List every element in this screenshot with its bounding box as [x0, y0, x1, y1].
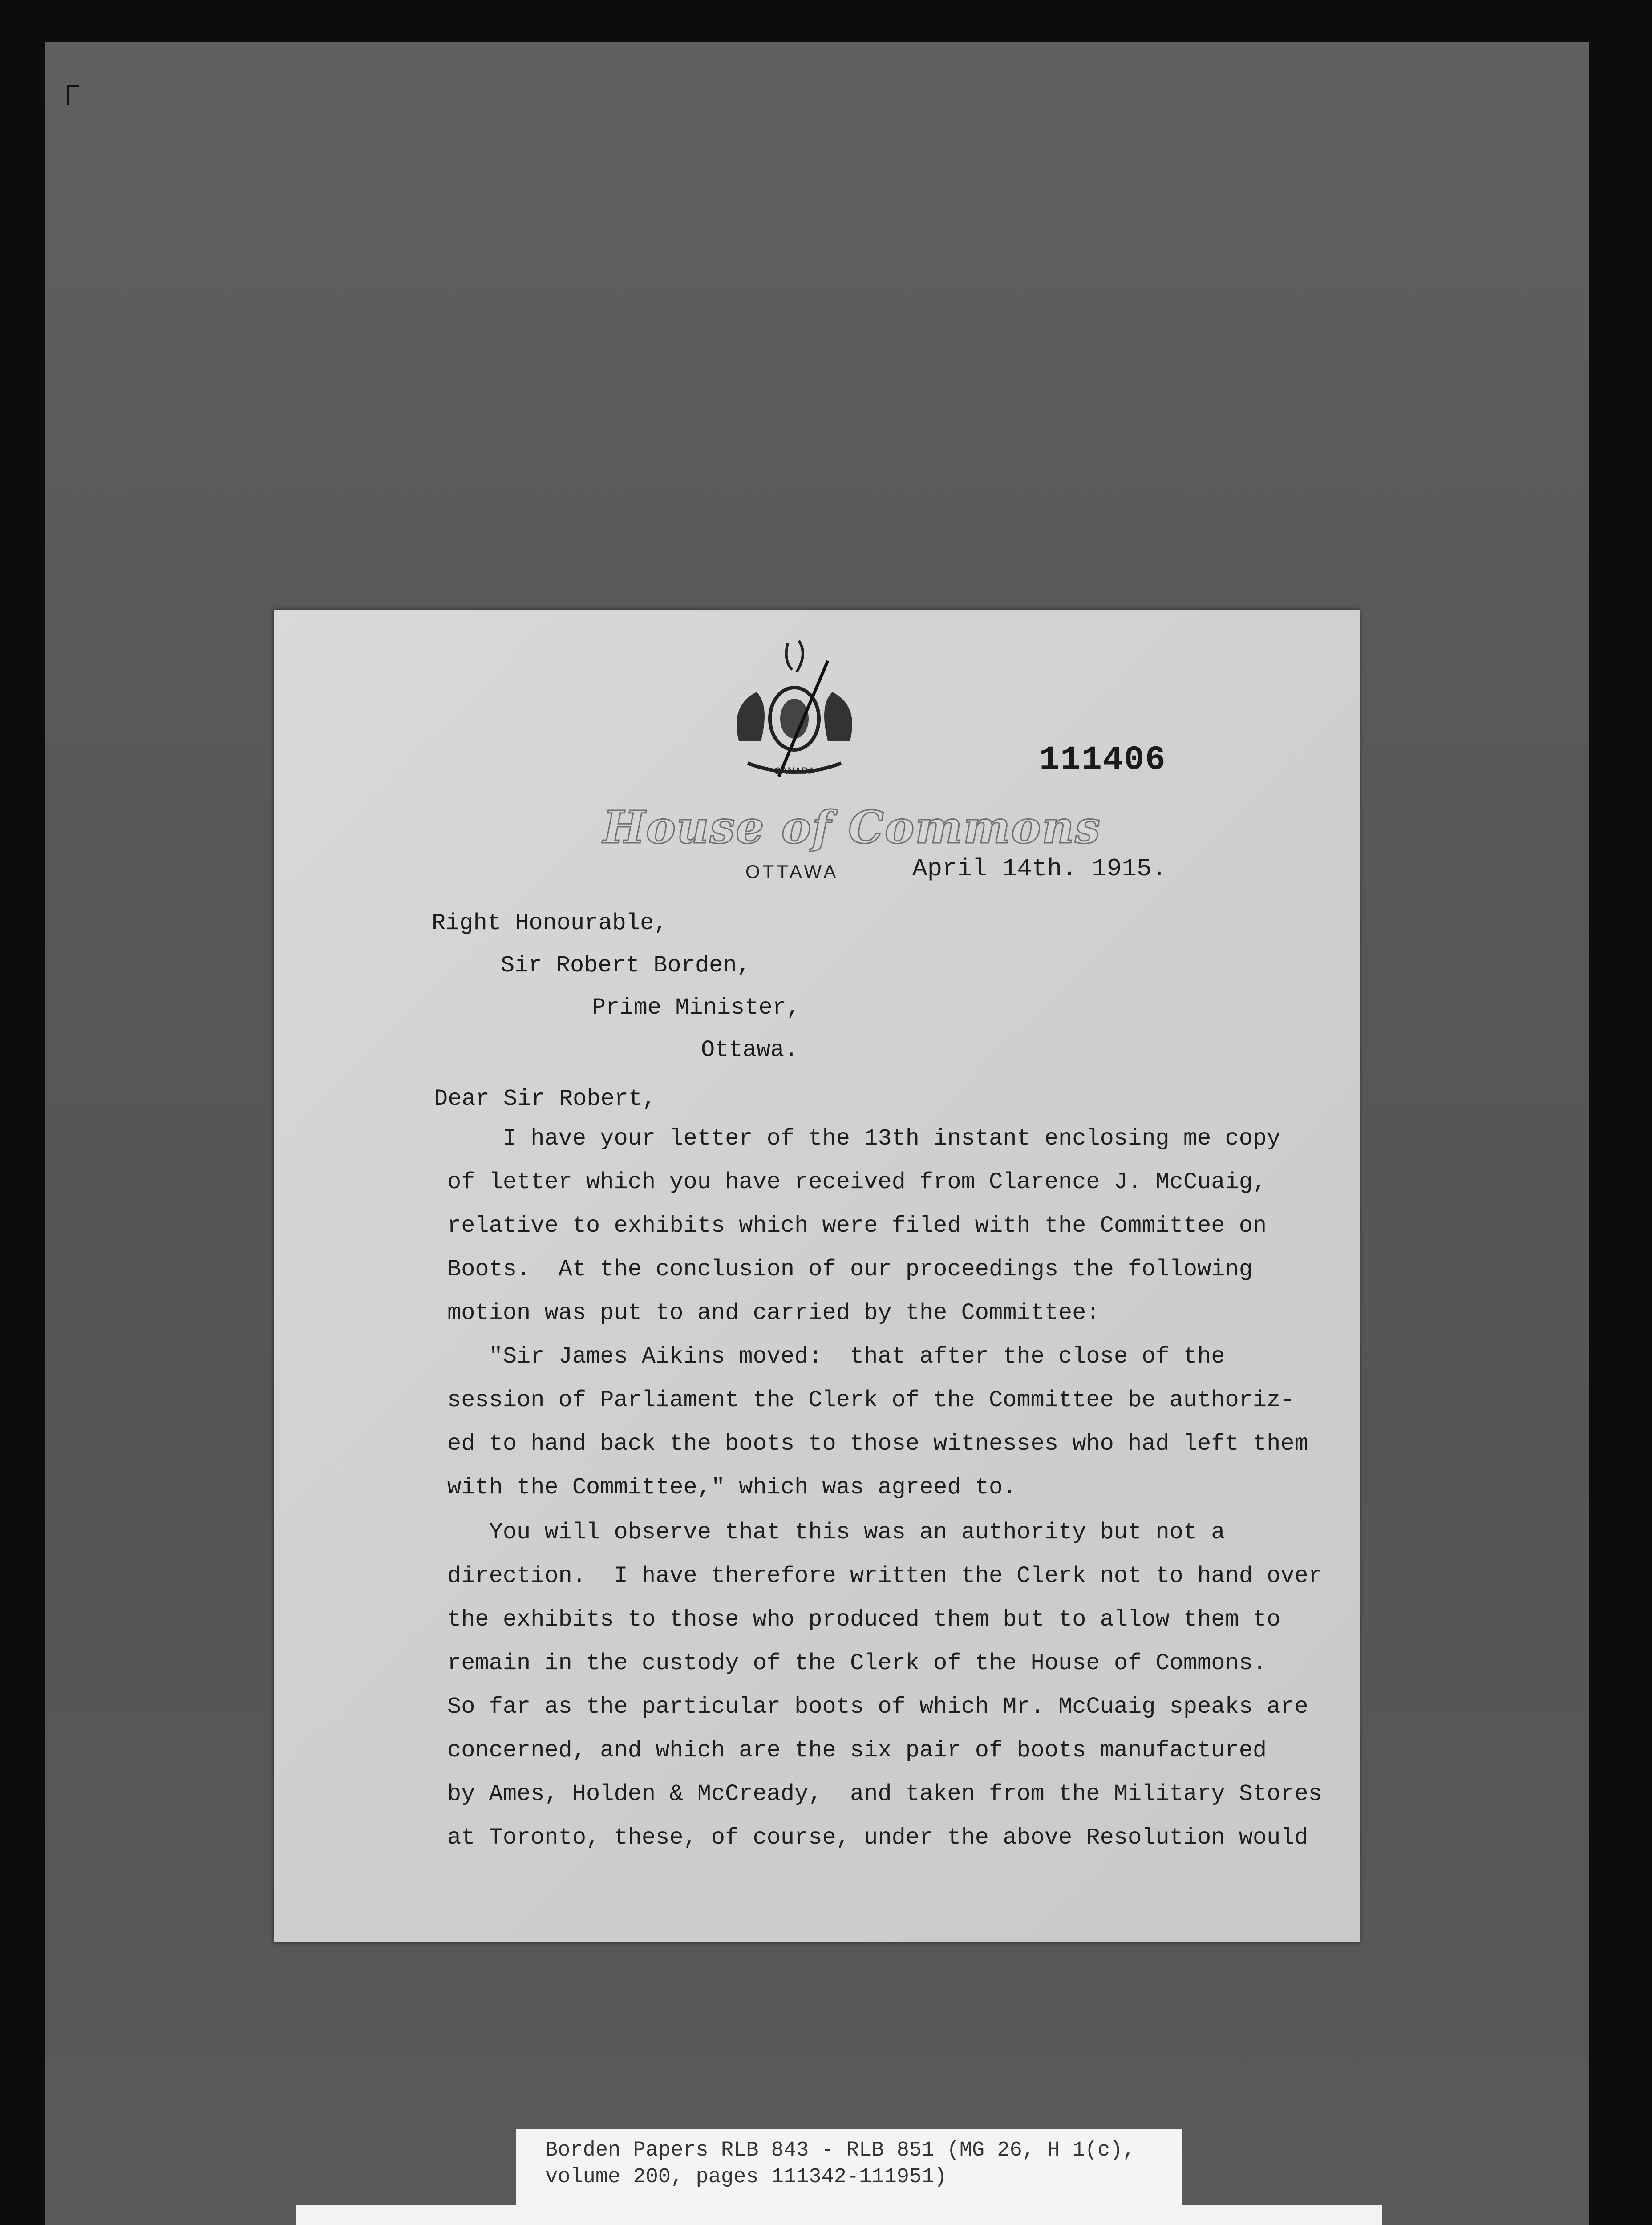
paragraph-line: So far as the particular boots of which Mr. McCuaig speaks are	[447, 1694, 1308, 1720]
address-line-2: Sir Robert Borden,	[501, 952, 751, 979]
paragraph-line: at Toronto, these, of course, under the above Resolution would	[447, 1824, 1308, 1851]
document-number: 111406	[1039, 741, 1166, 779]
paragraph-line: "Sir James Aikins moved: that after the close of the	[447, 1343, 1225, 1370]
salutation: Dear Sir Robert,	[434, 1086, 656, 1112]
address-line-4: Ottawa.	[701, 1037, 798, 1063]
caption-line-1: Borden Papers RLB 843 - RLB 851 (MG 26, H 1(c),	[545, 2139, 1135, 2162]
paragraph-1	[447, 1117, 1320, 1335]
letterhead-title: House of Commons	[603, 801, 1101, 854]
paragraph-line: direction. I have therefore written the Clerk not to hand over	[447, 1563, 1322, 1589]
letterhead-city: OTTAWA	[745, 861, 839, 882]
frame-corner-mark	[67, 85, 79, 105]
paragraph-2	[447, 1335, 1320, 1509]
paragraph-line: You will observe that this was an authority but not a	[447, 1519, 1225, 1545]
paragraph-line: ed to hand back the boots to those witnesses who had left them	[447, 1431, 1308, 1457]
paragraph-line: the exhibits to those who produced them but to allow them to	[447, 1606, 1281, 1633]
paragraph-line: of letter which you have received from Clarence J. McCuaig,	[447, 1169, 1267, 1195]
paragraph-3	[447, 1511, 1320, 1860]
letter-date: April 14th. 1915.	[912, 854, 1167, 883]
paragraph-line: relative to exhibits which were filed with the Committee on	[447, 1213, 1267, 1239]
address-line-3: Prime Minister,	[592, 995, 801, 1021]
letter-page	[274, 610, 1360, 1942]
paragraph-line: I have your letter of the 13th instant enclosing me copy	[447, 1125, 1281, 1152]
archives-label	[296, 2205, 1382, 2225]
reference-caption	[516, 2129, 1182, 2207]
paragraph-line: motion was put to and carried by the Committee:	[447, 1300, 1100, 1326]
paragraph-line: with the Committee," which was agreed to.	[447, 1474, 1017, 1501]
paragraph-line: concerned, and which are the six pair of boots manufactured	[447, 1737, 1267, 1764]
paragraph-line: Boots. At the conclusion of our proceedings the following	[447, 1256, 1253, 1282]
address-line-1: Right Honourable,	[432, 910, 668, 936]
crest-text: CANADA	[774, 765, 815, 777]
paragraph-line: session of Parliament the Clerk of the Committee be authoriz-	[447, 1387, 1295, 1413]
paragraph-line: by Ames, Holden & McCready, and taken from the Military Stores	[447, 1781, 1322, 1807]
royal-crest-icon	[721, 634, 868, 790]
paragraph-line: remain in the custody of the Clerk of the House of Commons.	[447, 1650, 1267, 1676]
caption-line-2: volume 200, pages 111342-111951)	[545, 2165, 947, 2189]
